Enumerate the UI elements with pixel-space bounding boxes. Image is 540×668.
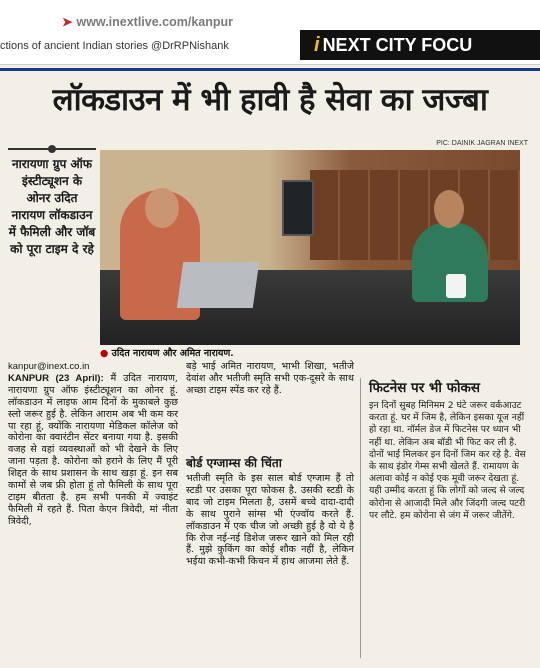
page-headline: लॉकडाउन में भी हावी है सेवा का जज्बा xyxy=(52,82,488,118)
fitness-box xyxy=(360,378,532,658)
brand-i: i xyxy=(314,34,320,56)
subheading-board-exams: बोर्ड एग्जाम्स की चिंता xyxy=(186,456,282,470)
column-1-text: मैं उदित नारायण, नारायणा ग्रुप ऑफ इंस्टीट्यूशन का ओनर हूं. लॉकडाउन में लाइफ आम दिनों के मुकाबले कुछ स्लो जरूर हुई है. लेकिन आराम अब भी कम कर पा रहा हूं, क्योंकि नारायणा मेडिकल कॉलेज को कोरोना का क्वारंटीन सेंटर बनाया गया है. इसकी वजह से वहां व्यवस्थाओं को भी देखने के लिए जाना पड़ता है. कोरोना को हराने के लिए मैं पूरी शिद्दत के साथ प्रशासन के साथ खड़ा हूं. इन सब कामों से जब फ्री होता हूं तो फैमिली के साथ पूरा टाइम बीतता है. हम सभी पनकी में ज्वाइंट फैमिली में रहते हैं. पिता केएन त्रिवेदी, मां नीता त्रिवेदी, xyxy=(8,372,178,527)
bullet-dot-icon xyxy=(48,145,56,153)
column-2-text: भतीजी स्मृति के इस साल बोर्ड एग्जाम हैं तो स्टडी पर उसका पूरा फोकस है. उसकी स्टडी के बाद जो टाइम मिलता है, उसमें बच्चे दादा-दादी के साथ पुराने सांग्स भी एंज्वॉय करते हैं. लॉकडाउन में एक चीज जो अच्छी हुई है वो ये है कि रोज नई-नई डिशेज जरूर खाने को मिल रही हैं. मुझे कुकिंग का कोई शौक नहीं है, लेकिन भईया कभी-कभी किचन में हाथ आजमा लेते हैं. xyxy=(186,473,354,568)
header-rule xyxy=(0,68,540,71)
caption-text: उदित नारायण और अमित नारायण. xyxy=(111,348,234,359)
article-column-1 xyxy=(8,361,178,528)
column-2-intro: बड़े भाई अमित नारायण, भाभी शिखा, भतीजे देवांश और भतीजी स्मृति सभी एक-दूसरे के साथ अच्छा टाइम स्पेंड कर रहे हैं. xyxy=(186,361,354,396)
article-photo xyxy=(100,150,520,345)
sidebar-text: नारायणा ग्रुप ऑफ इंस्टीट्यूशन के ओनर उदित नारायण लॉकडाउन में फैमिली और जॉब को पूरा टाइम दे रहे xyxy=(8,157,96,256)
dateline: KANPUR (23 April): xyxy=(8,372,104,384)
photo-caption xyxy=(100,346,234,359)
arrow-icon: ➤ xyxy=(62,15,73,29)
article-column-2 xyxy=(186,455,354,568)
article-column-2-top xyxy=(186,361,354,397)
fitness-box-text: इन दिनों सुबह मिनिमम 2 घंटे जरूर वर्कआउट करता हूं. घर में जिम है, लेकिन इसका यूज नहीं हो रहा था. नॉर्मल डेज में फिटनेस पर ध्यान भी नहीं था. लेकिन अब बॉडी भी फिट कर ली है. दोनों भाई मिलकर इन दिनों जिम कर रहे है. वेस के साथ इंडोर गेम्स सभी खेलते हैं. रामायण के अलावा कोई न कोई एक मूवी जरूर देखता हूं. यही उम्मीद करता हूं कि लोगों को जल्द से जल्द कोरोना से आजादी मिले और जिंदगी जल्द पटरी पर लौटे. हम कोरोना से जंग में जरूर जीतेंगे. xyxy=(369,400,526,521)
brand-banner xyxy=(300,30,540,60)
masthead xyxy=(0,0,540,65)
byline: kanpur@inext.co.in xyxy=(8,361,90,372)
caption-bullet-icon: ● xyxy=(100,348,112,359)
site-url-text: www.inextlive.com/kanpur xyxy=(76,15,234,29)
masthead-tagline: ctions of ancient Indian stories @DrRPNishank xyxy=(0,40,229,52)
fitness-box-title: फिटनेस पर भी फोकस xyxy=(369,380,481,396)
photo-credit: PIC: DAINIK JAGRAN INEXT xyxy=(436,140,528,147)
site-url[interactable] xyxy=(62,14,233,29)
brand-text: NEXT CITY FOCU xyxy=(322,35,473,55)
sidebar-quote xyxy=(8,148,96,356)
